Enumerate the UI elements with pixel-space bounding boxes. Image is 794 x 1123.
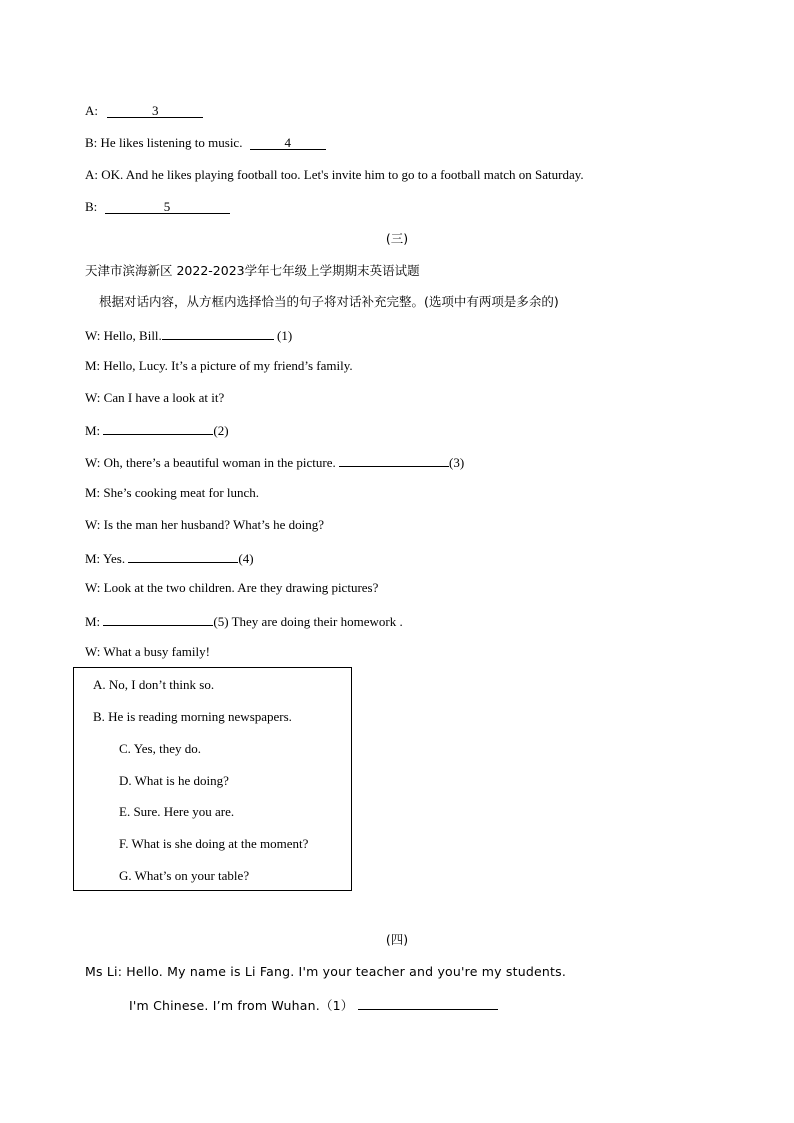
dialogue-line-8: M: Yes. (4) xyxy=(85,551,254,566)
dialogue-line-7: W: Is the man her husband? What’s he doing? xyxy=(85,517,324,532)
option-c: C. Yes, they do. xyxy=(119,741,201,756)
dialogue-line-4: M: (2) xyxy=(85,423,229,438)
speaker-label: B: xyxy=(85,135,98,150)
dialogue-line-b5 xyxy=(85,199,230,215)
dialogue-line-1: W: Hello, Bill. (1) xyxy=(85,328,293,343)
dialogue-text: OK. And he likes playing football too. Let's invite him to go to a football match on Saturday. xyxy=(101,167,584,182)
section-4-line-1: Ms Li: Hello. My name is Li Fang. I'm your teacher and you're my students. xyxy=(85,964,566,979)
section-3-source: 天津市滨海新区 2022-2023学年七年级上学期期末英语试题 xyxy=(85,263,420,278)
answer-blank-3[interactable]: 3 xyxy=(107,104,203,118)
answer-blank-5b[interactable] xyxy=(103,612,213,626)
answer-blank-3b[interactable] xyxy=(339,453,449,467)
dialogue-line-b4 xyxy=(85,135,326,151)
speaker-label: A: xyxy=(85,103,98,118)
option-f: F. What is she doing at the moment? xyxy=(119,836,309,851)
section-4-heading: (四) xyxy=(385,932,409,947)
dialogue-line-5: W: Oh, there’s a beautiful woman in the picture. (3) xyxy=(85,455,465,470)
option-a: A. No, I don’t think so. xyxy=(93,677,215,692)
answer-blank-s4-1[interactable] xyxy=(358,996,498,1010)
option-d: D. What is he doing? xyxy=(119,773,229,788)
section-3-instruction: 根据对话内容，从方框内选择恰当的句子将对话补充完整。(选项中有两项是多余的) xyxy=(99,294,559,309)
dialogue-line-3: W: Can I have a look at it? xyxy=(85,390,225,405)
speaker-label: B: xyxy=(85,199,98,214)
dialogue-line-a3 xyxy=(85,103,203,119)
dialogue-line-6: M: She’s cooking meat for lunch. xyxy=(85,485,260,500)
option-g: G. What’s on your table? xyxy=(119,868,250,883)
answer-blank-1[interactable] xyxy=(162,326,274,340)
dialogue-line-2: M: Hello, Lucy. It’s a picture of my friend’s family. xyxy=(85,358,353,373)
section-4-line-2: I'm Chinese. I’m from Wuhan.（1） xyxy=(129,996,498,1014)
dialogue-line-11: W: What a busy family! xyxy=(85,644,210,659)
option-b: B. He is reading morning newspapers. xyxy=(93,709,292,724)
answer-blank-5[interactable]: 5 xyxy=(105,200,230,214)
answer-blank-4[interactable]: 4 xyxy=(250,136,326,150)
answer-blank-2[interactable] xyxy=(103,421,213,435)
dialogue-line-10: M: (5) They are doing their homework . xyxy=(85,614,403,629)
dialogue-line-a-football xyxy=(85,167,584,183)
dialogue-line-9: W: Look at the two children. Are they drawing pictures? xyxy=(85,580,379,595)
option-e: E. Sure. Here you are. xyxy=(119,804,235,819)
dialogue-text: He likes listening to music. xyxy=(100,135,243,150)
speaker-label: A: xyxy=(85,167,98,182)
answer-blank-4b[interactable] xyxy=(128,549,238,563)
section-3-heading: (三) xyxy=(385,231,409,246)
options-box xyxy=(73,667,352,891)
